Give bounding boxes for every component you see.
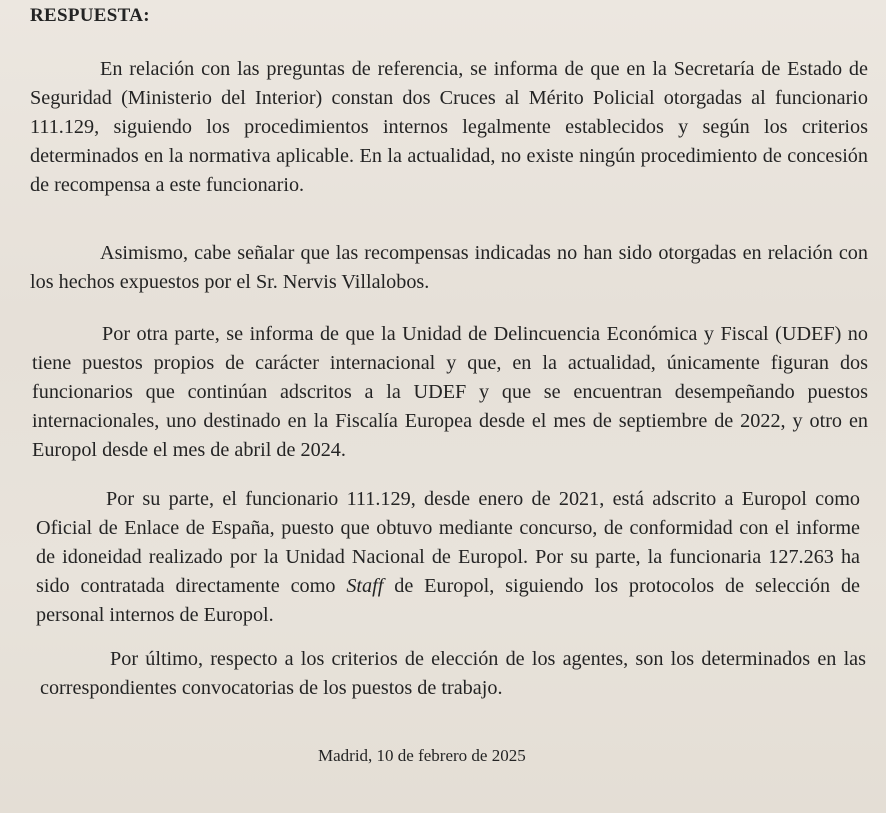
paragraph-europol	[36, 485, 860, 630]
paragraph-text: Por otra parte, se informa de que la Unidad de Delincuencia Económica y Fiscal (UDEF) no tiene puestos propios de carácter internacional y que, en la actualidad, únicamente figuran dos funcionarios que continúan adscritos a la UDEF y que se encuentran desempeñando puestos internacionales, uno destinado en la Fiscalía Europea desde el mes de septiembre de 2022, y otro en Europol desde el mes de abril de 2024.	[32, 323, 868, 461]
signature-date: Madrid, 10 de febrero de 2025	[318, 746, 526, 765]
paragraph-text: Por último, respecto a los criterios de elección de los agentes, son los determinados en las correspondientes convocatorias de los puestos de trabajo.	[40, 648, 866, 699]
paragraph-text: Por su parte, el funcionario 111.129, desde enero de 2021, está adscrito a Europol como Oficial de Enlace de España, puesto que obtuvo mediante concurso, de conformidad con el informe de idoneidad realizado por la Unidad Nacional de Europol. Por su parte, la funcionaria 127.263 ha sido contratada directamente como	[36, 488, 860, 597]
paragraph-udef	[32, 320, 868, 465]
paragraph-text: de Europol, siguiendo los protocolos de selección de personal internos de Europol.	[36, 575, 860, 626]
response-heading: RESPUESTA:	[30, 5, 150, 26]
paragraph-text: Asimismo, cabe señalar que las recompensas indicadas no han sido otorgadas en relación con los hechos expuestos por el Sr. Nervis Villalobos.	[30, 242, 868, 293]
staff-italic-term: Staff	[346, 575, 384, 597]
paragraph-rewards-context	[30, 239, 868, 297]
paragraph-text: En relación con las preguntas de referencia, se informa de que en la Secretaría de Estado de Seguridad (Ministerio del Interior) constan dos Cruces al Mérito Policial otorgadas al funcionario 111.129, siguiendo los procedimientos internos legalmente establecidos y según los criterios determinados en la normativa aplicable. En la actualidad, no existe ningún procedimiento de concesión de recompensa a este funcionario.	[30, 58, 868, 196]
paragraph-selection-criteria	[40, 645, 866, 703]
paragraph-decorations	[30, 55, 868, 200]
